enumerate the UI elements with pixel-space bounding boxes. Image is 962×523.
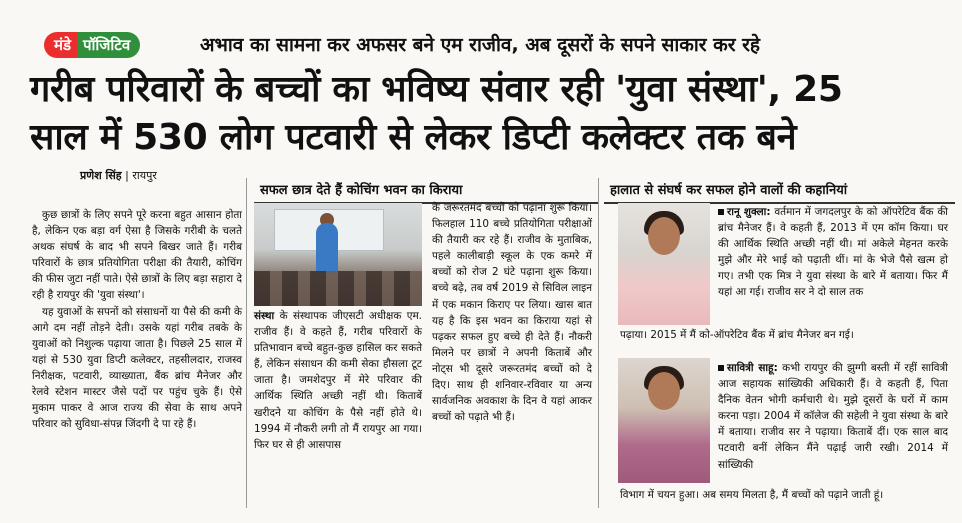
article-column-1: [32, 207, 242, 432]
bullet-square-icon: [718, 209, 724, 215]
photo-students: [254, 271, 422, 306]
story-2-top: [718, 360, 948, 473]
byline-city: रायपुर: [132, 169, 157, 182]
byline: [80, 168, 157, 183]
bullet-square-icon: [718, 365, 724, 371]
headline-line-2: साल में 530 लोग पटवारी से लेकर डिप्टी कलेक्टर तक बने: [30, 117, 797, 158]
monday-positive-badge: [44, 32, 140, 58]
byline-author: प्रणेश सिंह: [80, 169, 122, 182]
story-2-text: कभी रायपुर की झुग्गी बस्ती में रहीं सावित्री आज सहायक सांख्यिकी अधिकारी हैं। वे कहती हैं, पिता दैनिक वेतन भोगी कर्मचारी थे। मुझे दूसरों के घरों में काम करना पड़ा। 2004 में कॉलेज की सहेली ने युवा संस्था के बारे में बताया। राजीव सर ने पढ़ाया। किताबें दीं। एक साल बाद पटवारी बनीं लेकिन मैंने पढ़ाई जारी रखी। 2014 में सांख्यिकी: [718, 362, 948, 471]
paragraph: कुछ छात्रों के लिए सपने पूरे करना बहुत आसान होता है, लेकिन एक बड़ा वर्ग ऐसा है जिसके गरीबी के चलते अथक संघर्ष के बाद भी सपने बिखर जाते हैं। गरीब परिवारों के छात्र प्रतियोगिता परीक्षा की तैयारी, कोचिंग की फीस जुटा नहीं पाते। ऐसे छात्रों के लिए बड़ा सहारा दे रही है रायपुर की 'युवा संस्था'।: [32, 209, 242, 302]
byline-separator: |: [125, 169, 133, 182]
portrait-face: [648, 217, 680, 255]
story-2-bottom: विभाग में चयन हुआ। अब समय मिलता है, मैं बच्चों को पढ़ाने जाती हूं।: [620, 489, 884, 501]
column-divider: [598, 178, 599, 508]
story-2-name: सावित्री साहू:: [727, 362, 778, 374]
article-column-2: [254, 308, 422, 453]
column-text: के जरूरतमंद बच्चों को पढ़ाना शुरू किया। फिलहाल 110 बच्चे प्रतियोगिता परीक्षाओं की तैयारी कर रहे हैं। राजीव के मुताबिक, पहले कालीबाड़ी स्कूल के एक कमरे में बच्चों को रोज 2 घंटे पढ़ाना शुरू किया। बच्चे बढ़े, तब वर्ष 2019 से सिविल लाइन में एक मकान किराए पर लिया। खास बात यह है कि इस भवन का किराया यहां से पढ़कर सफल हुए बच्चे ही देते हैं। नौकरी मिलने पर छात्रों ने अपनी किताबें और नोट्स भी दूसरे जरूरतमंद बच्चों को दे दिए। साथ ही शनिवार-रविवार या अन्य सार्वजनिक अवकाश के दिन वे यहां आकर बच्चों को पढ़ाते भी हैं।: [432, 202, 592, 424]
story-1-text: वर्तमान में जगदलपुर के को ऑपरेटिव बैंक की ब्रांच मैनेजर हैं। वे कहती हैं, 2013 में एम कॉम किया। घर की आर्थिक स्थिति अच्छी नहीं थी। मां अकेले मेहनत करके मुझे और मेरे भाई को पढ़ाती थीं। मां के भेजे पैसे खत्म हो गए। तभी एक मित्र ने युवा संस्था के बारे में बताया। फिर मैं यहां आ गई। राजीव सर ने दो साल तक: [718, 206, 948, 299]
portrait-face: [648, 372, 680, 410]
section-heading-stories: हालात से संघर्ष कर सफल होने वालों की कहानियां: [604, 180, 955, 204]
column-divider: [246, 178, 247, 508]
photo-teacher: [316, 223, 338, 273]
badge-part-positive: पॉजिटिव: [77, 32, 140, 58]
badge-part-monday: मंडे: [44, 32, 77, 58]
story-1-bottom: पढ़ाया। 2015 में मैं को-ऑपरेटिव बैंक में ब्रांच मैनेजर बन गई।: [620, 329, 854, 341]
column-text: के संस्थापक जीएसटी अधीक्षक एम. राजीव हैं। वे कहते हैं, गरीब परिवारों के प्रतिभावान बच्चे बहुत-कुछ हासिल कर सकते हैं, लेकिन संसाधन की कमी सेका हौसला टूट जाता है। जमशेदपुर में मेरे परिवार की आर्थिक स्थिति अच्छी नहीं थी। किताबें खरीदने या कोचिंग के पैसे नहीं होते थे। 1994 में नौकरी लगी तो मैं रायपुर आ गया। फिर घर से ही आसपास: [254, 310, 422, 451]
portrait-savitri-sahu: [618, 358, 710, 483]
main-headline: [30, 66, 945, 162]
section-heading-coaching: सफल छात्र देते हैं कोचिंग भवन का किराया: [254, 180, 598, 204]
story-1-name: रानू शुक्ला:: [727, 206, 771, 218]
caption-bold-word: संस्था: [254, 310, 275, 322]
kicker-headline: अभाव का सामना कर अफसर बने एम राजीव, अब दूसरों के सपने साकार कर रहे: [200, 34, 761, 56]
article-column-3: [432, 200, 592, 425]
story-1-top: [718, 204, 948, 301]
paragraph: यह युवाओं के सपनों को संसाधनों या पैसे की कमी के आगे दम नहीं तोड़ने देती। उसके यहां गरीब तबके के युवाओं को निशुल्क पढ़ाया जाता है। पिछले 25 साल में यहां से 530 युवा डिप्टी कलेक्टर, तहसीलदार, राजस्व निरीक्षक, पटवारी, व्याख्याता, बैंक ब्रांच मैनेजर और रेलवे स्टेशन मास्टर जैसे पदों पर पहुंच चुके हैं। ऐसे मुकाम पाकर वे आज राज्य की सेवा के साथ अपने परिवार को सुविधा-संपन्न जिंदगी दे पा रहे हैं।: [32, 305, 242, 431]
headline-line-1: गरीब परिवारों के बच्चों का भविष्य संवार रही 'युवा संस्था', 25: [30, 69, 843, 110]
portrait-ranu-shukla: [618, 203, 710, 325]
classroom-photo: [254, 203, 422, 306]
